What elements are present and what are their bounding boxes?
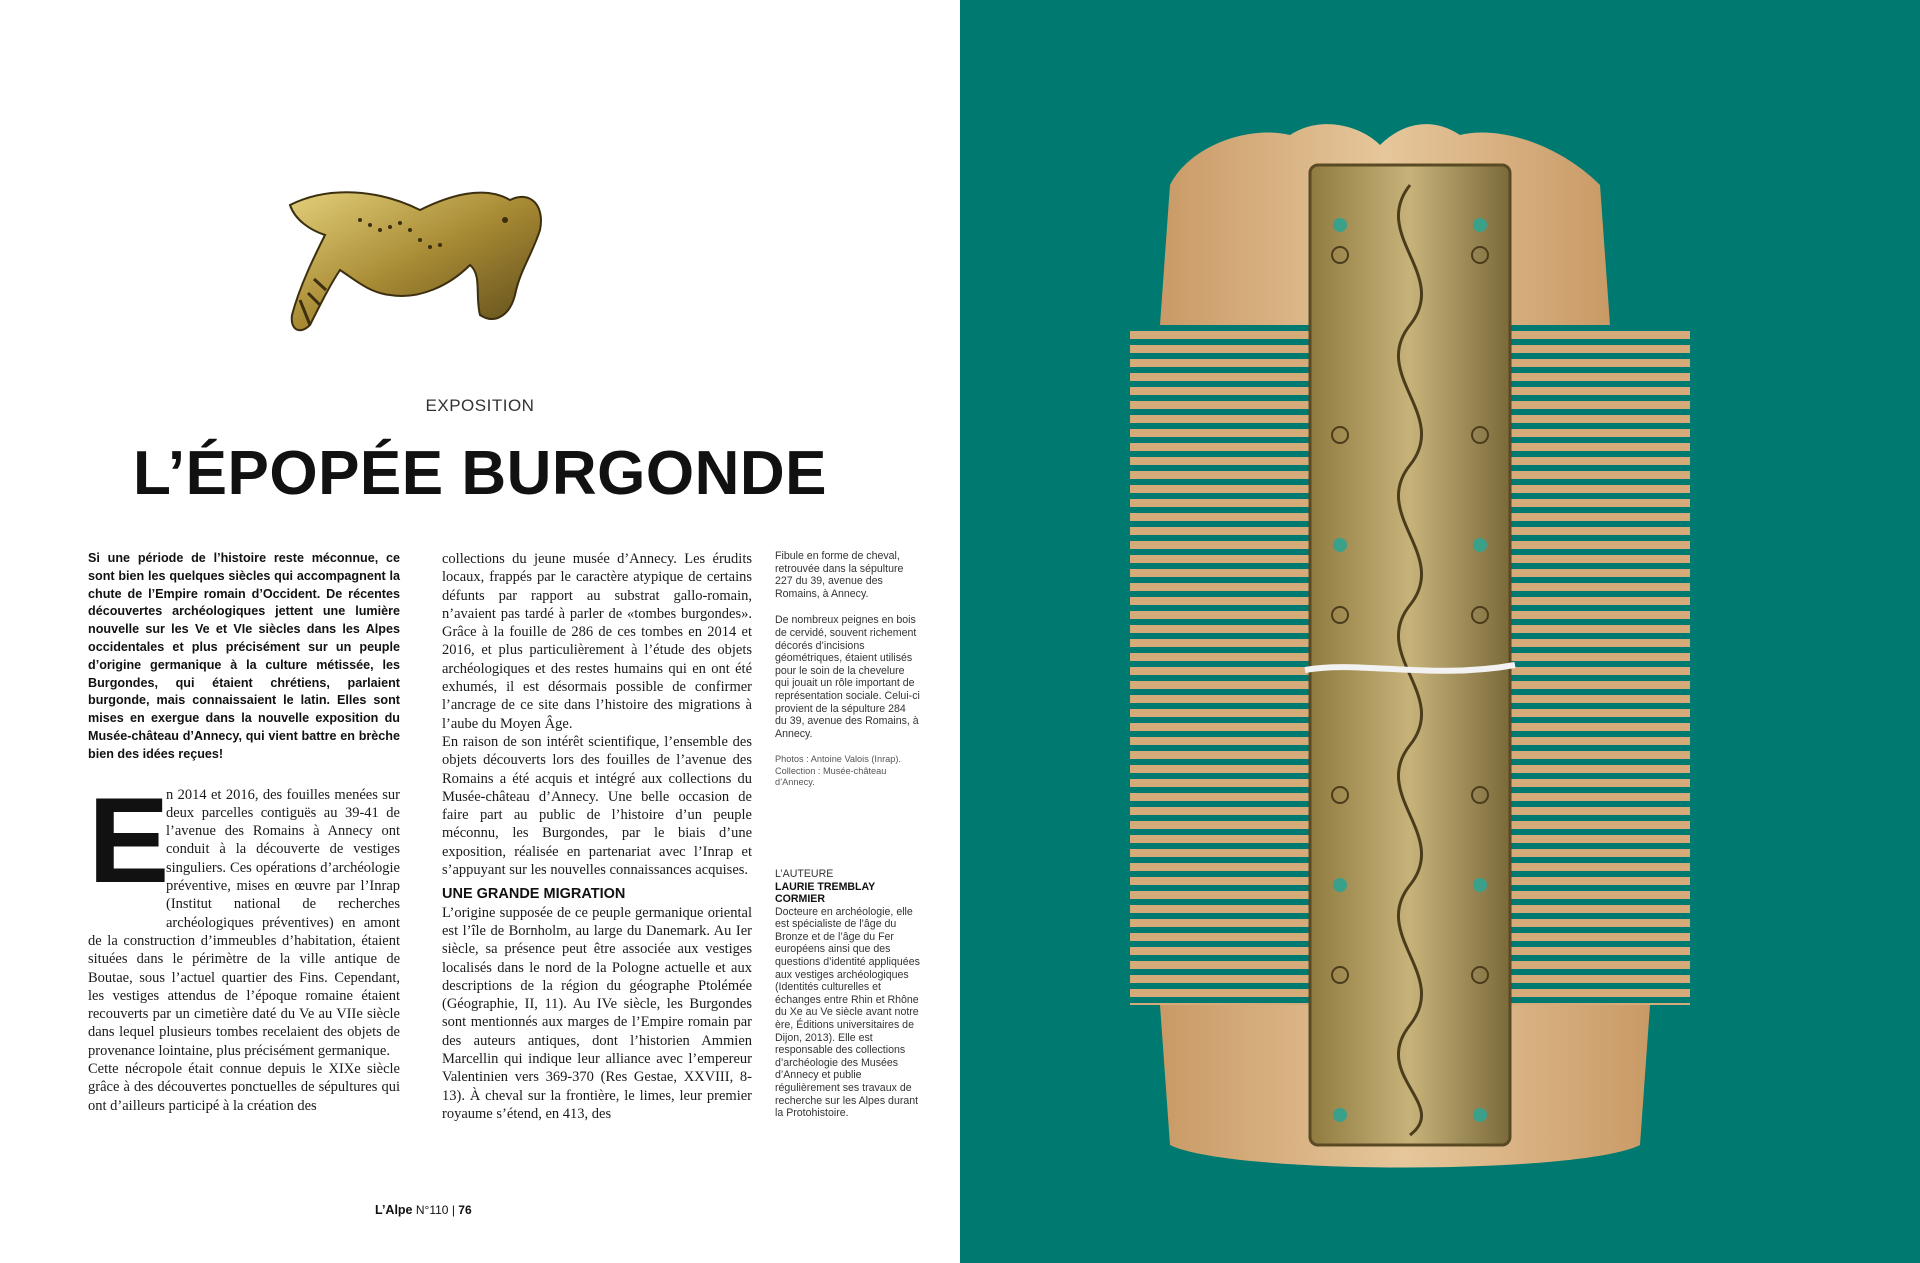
body-start [88, 771, 400, 1060]
right-page [960, 0, 1920, 1263]
bone-comb-image [1130, 105, 1690, 1205]
body-paragraph: Cette nécropole était connue depuis le XIXe siècle grâce à des découvertes ponctuelles de sépultures qui ont d’ailleurs participé à la création des [88, 1061, 400, 1114]
column-2 [442, 550, 752, 1123]
page-number: 76 [458, 1203, 472, 1217]
subheading: UNE GRANDE MIGRATION [442, 886, 626, 903]
sidebar-captions [775, 550, 920, 1120]
drop-cap: E [88, 771, 170, 908]
body-paragraph: collections du jeune musée d’Annecy. Les érudits locaux, frappés par le caractère atypique de certains défunts par rapport au substrat gallo-romain, n’avaient pas tardé à parler de «tombes burgondes». Grâce à la fouille de 286 de ces tombes en 2014 et 2016, et plus particulièrement à l’étude des objets archéologiques et des restes humains qui en ont été exhumés, il est désormais possible de confirmer l’ancrage de ce site dans l’histoire des migrations à l’aube du Moyen Âge. [442, 551, 752, 732]
footer-separator: | [451, 1203, 455, 1217]
author-name: LAURIE TREMBLAY CORMIER [775, 880, 876, 906]
caption-comb: De nombreux peignes en bois de cervidé, souvent richement décorés d’incisions géométriques, étaient utilisés pour le soin de la chevelure qui jouait un rôle important de représentation sociale. Celui-ci provient de la sépulture 284 du 39, avenue des Romains, à Annecy. [775, 614, 920, 740]
body-paragraph: En raison de son intérêt scientifique, l’ensemble des objets découverts lors des fouilles de l’avenue des Romains a été acquis et intégré aux collections du Musée-château d’Annecy. Une belle occasion de faire part au public de l’histoire d’un peuple méconnu, les Burgondes, par le biais d’une exposition, réalisée en partenariat avec l’Inrap et s’appuyant sur les nouvelles connaissances acquises. [442, 733, 752, 879]
page-footer [375, 1203, 472, 1217]
issue-number: N°110 [415, 1203, 449, 1217]
column-1 [88, 550, 400, 1115]
section-kicker: EXPOSITION [425, 396, 535, 415]
author-label: L’AUTEURE [775, 867, 834, 880]
article-intro: Si une période de l’histoire reste méconnue, ce sont bien les quelques siècles qui accompagnent la chute de l’Empire romain d’Occident. De récentes découvertes archéologiques jettent une lumière nouvelle sur les Ve et VIe siècles dans les Alpes occidentales et plus précisément sur un peuple d’origine germanique à la culture métissée, les Burgondes, qui étaient chrétiens, parlaient burgonde, mais connaissaient le latin. Elles sont mises en exergue dans la nouvelle exposition du Musée-château d’Annecy, qui vient battre en brèche bien des idées reçues! [88, 551, 400, 761]
caption-fibula: Fibule en forme de cheval, retrouvée dans la sépulture 227 du 39, avenue des Romains, à Annecy. [775, 550, 904, 600]
photo-credit: Photos : Antoine Valois (Inrap). Collection : Musée-château d’Annecy. [775, 754, 901, 787]
article-title: L’ÉPOPÉE BURGONDE [132, 439, 828, 508]
author-bio: Docteure en archéologie, elle est spécialiste de l’âge du Bronze et de l’âge du Fer européens ainsi que des questions d’identité appliquées aux vestiges archéologiques (Identités culturelles et échanges entre Rhin et Rhône du Xe au Ve siècle avant notre ère, Éditions universitaires de Dijon, 2013). Elle est responsable des collections d’archéologie des Musées d’Annecy et publie régulièrement ses travaux de recherche sur les Alpes durant la Protohistoire. [775, 905, 920, 1120]
body-paragraph: L’origine supposée de ce peuple germanique oriental est l’île de Bornholm, au large du Danemark. Au Ier siècle, sa présence peut être associée aux vestiges localisés dans le nord de la Pologne actuelle et aux descriptions de la région du géographe Ptolémée (Géographie, II, 11). Au IVe siècle, les Burgondes sont mentionnés aux marges de l’Empire romain par des auteurs antiques, dont l’historien Ammien Marcellin qui indique leur alliance avec l’empereur Valentinien vers 369-370 (Res Gestae, XXVIII, 8-13). À cheval sur la frontière, le limes, leur premier royaume s’étend, en 413, des [442, 904, 752, 1122]
horse-fibula-image [270, 175, 570, 345]
body-paragraph: n 2014 et 2016, des fouilles menées sur deux parcelles contiguës au 39-41 de l’avenue des Romains à Annecy ont conduit à la découverte de vestiges singuliers. Ces opérations d’archéologie préventive, mises en œuvre par l’Inrap (Institut national de recherches archéologiques préventives) en amont de la construction d’immeubles d’habitation, étaient situées dans le périmètre de la ville antique de Boutae, sous l’actuel quartier des Fins. Cependant, les vestiges attendus de l’époque romaine étaient recouverts par un cimetière daté du Ve au VIIe siècle dans lequel plusieurs tombes recelaient des objets de provenance lointaine, plus précisément germanique. [88, 786, 400, 1059]
magazine-name: L’Alpe [375, 1203, 413, 1217]
